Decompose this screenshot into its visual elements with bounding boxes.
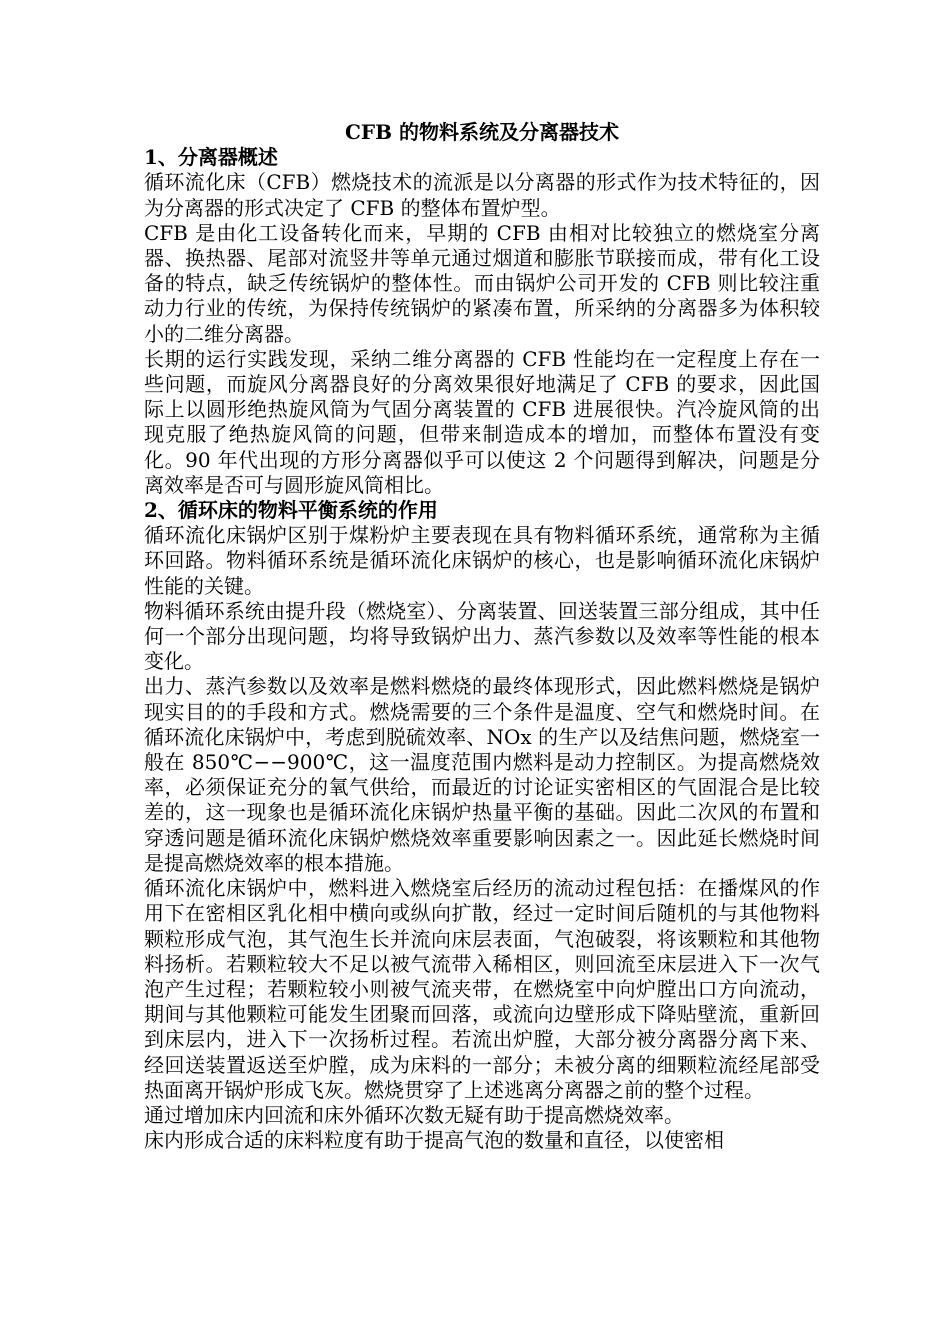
section-heading-material-balance: 2、循环床的物料平衡系统的作用 xyxy=(144,498,438,523)
paragraph: 床内形成合适的床料粒度有助于提高气泡的数量和直径，以使密相 xyxy=(144,1128,724,1153)
paragraph: 物料循环系统由提升段（燃烧室）、分离装置、回送装置三部分组成，其中任何一个部分出现问题，均将导致锅炉出力、蒸汽参数以及效率等性能的根本变化。 xyxy=(144,598,820,674)
section-heading-separator-overview: 1、分离器概述 xyxy=(144,145,278,170)
paragraph: 循环流化床（CFB）燃烧技术的流派是以分离器的形式作为技术特征的，因为分离器的形式决定了 CFB 的整体布置炉型。 xyxy=(144,170,820,220)
paragraph: 循环流化床锅炉区别于煤粉炉主要表现在具有物料循环系统，通常称为主循环回路。物料循环系统是循环流化床锅炉的核心，也是影响循环流化床锅炉性能的关键。 xyxy=(144,523,820,598)
paragraph: 循环流化床锅炉中，燃料进入燃烧室后经历的流动过程包括：在播煤风的作用下在密相区乳化相中横向或纵向扩散，经过一定时间后随机的与其他物料颗粒形成气泡，其气泡生长并流向床层表面，气泡破裂，将该颗粒和其他物料扬析。若颗粒较大不足以被气流带入稀相区，则回流至床层进入下一次气泡产生过程；若颗粒较小则被气流夹带，在燃烧室中向炉膛出口方向流动，期间与其他颗粒可能发生团聚而回落，或流向边壁形成下降贴壁流，重新回到床层内，进入下一次扬析过程。若流出炉膛，大部分被分离器分离下来、经回送装置返送至炉膛，成为床料的一部分；未被分离的细颗粒流经尾部受热面离开锅炉形成飞灰。燃烧贯穿了上述逃离分离器之前的整个过程。 xyxy=(144,876,820,1102)
paragraph: 长期的运行实践发现，采纳二维分离器的 CFB 性能均在一定程度上存在一些问题，而旋风分离器良好的分离效果很好地满足了 CFB 的要求，因此国际上以圆形绝热旋风筒为气固分离装置的 CFB 进展很快。汽冷旋风筒的出现克服了绝热旋风筒的问题，但带来制造成本的增加，而整体布置没有变化。90 年代出现的方形分离器似乎可以使这 2 个问题得到解决，问题是分离效率是否可与圆形旋风筒相比。 xyxy=(144,346,820,497)
document-page xyxy=(144,120,820,1153)
paragraph: 出力、蒸汽参数以及效率是燃料燃烧的最终体现形式，因此燃料燃烧是锅炉现实目的的手段和方式。燃烧需要的三个条件是温度、空气和燃烧时间。在循环流化床锅炉中，考虑到脱硫效率、NOx 的生产以及结焦问题，燃烧室一般在 850℃−−900℃，这一温度范围内燃料是动力控制区。为提高燃烧效率，必须保证充分的氧气供给，而最近的讨论证实密相区的气固混合是比较差的，这一现象也是循环流化床锅炉热量平衡的基础。因此二次风的布置和穿透问题是循环流化床锅炉燃烧效率重要影响因素之一。因此延长燃烧时间是提高燃烧效率的根本措施。 xyxy=(144,674,820,875)
paragraph: 通过增加床内回流和床外循环次数无疑有助于提高燃烧效率。 xyxy=(144,1102,684,1127)
paragraph: CFB 是由化工设备转化而来，早期的 CFB 由相对比较独立的燃烧室分离器、换热器、尾部对流竖井等单元通过烟道和膨胀节联接而成，带有化工设备的特点，缺乏传统锅炉的整体性。而由锅炉公司开发的 CFB 则比较注重动力行业的传统，为保持传统锅炉的紧凑布置，所采纳的分离器多为体积较小的二维分离器。 xyxy=(144,220,820,346)
document-title: CFB 的物料系统及分离器技术 xyxy=(345,120,619,144)
